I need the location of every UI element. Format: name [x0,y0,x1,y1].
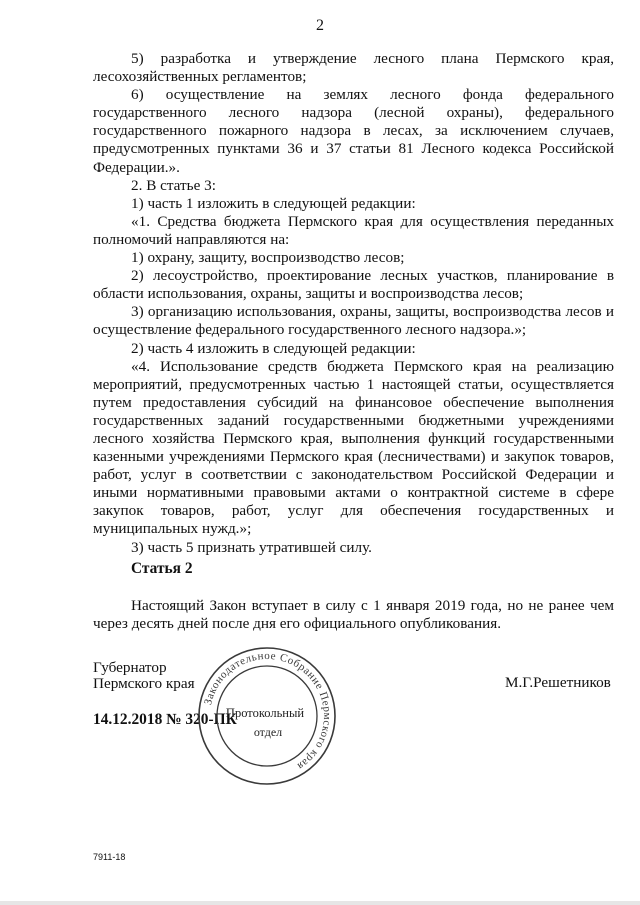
governor-title-line-1: Губернатор [93,659,167,676]
paragraph-item-5: 5) разработка и утверждение лесного плана Пермского края, лесохозяйственных регламентов; [93,50,614,86]
page-bottom-edge [0,901,640,905]
paragraph-part-1-text: «1. Средства бюджета Пермского края для осуществления переданных полномочий направляются на: [93,212,614,248]
paragraph-part-4-edit: 2) часть 4 изложить в следующей редакции: [131,339,416,357]
final-text [93,597,614,633]
stamp-ring-text: Законодательное Собрание Пермского края [202,649,334,773]
paragraph-sub-2: 2) лесоустройство, проектирование лесных участков, планирование в области использования, охраны, защиты и воспроизводства лесов; [93,267,614,303]
paragraph-sub-3: 3) организацию использования, охраны, защиты, воспроизводства лесов и осуществление федерального государственного лесного надзора.»; [93,303,614,339]
paragraph-article-3-intro: 2. В статье 3: [131,176,216,194]
body-text [93,50,614,557]
page-number: 2 [316,17,324,34]
law-date-number: 14.12.2018 № 320-ПК [93,711,237,728]
signatory-name: М.Г.Решетников [505,674,611,691]
seal-stamp [196,645,338,787]
governor-title-line-2: Пермского края [93,675,195,692]
stamp-center-line-1: Протокольный [225,706,305,720]
document-code: 7911-18 [93,852,126,862]
governor-title [93,660,195,692]
paragraph-sub-1: 1) охрану, защиту, воспроизводство лесов; [131,249,405,267]
paragraph-part-4-text: «4. Использование средств бюджета Пермского края на реализацию мероприятий, предусмотренных частью 1 настоящей статьи, осуществляется путем предоставления субсидий на финансовое обеспечение выполнения государственных заданий государственными бюджетными учреждениями лесного хозяйства Пермского края, выполнения функций государственными казенными учреждениями Пермского края (лесничествами) и закупок товаров, работ, услуг в соответствии с законодательством Российской Федерации и иными нормативными правовыми актами о контрактной системе в сфере закупок товаров, работ, услуг для обеспечения государственных и муниципальных нужд.»; [93,357,614,538]
paragraph-effective-date: Настоящий Закон вступает в силу с 1 января 2019 года, но не ранее чем через десять дней после дня его официального опубликования. [93,597,614,633]
paragraph-item-6: 6) осуществление на землях лесного фонда федерального государственного лесного надзора (лесной охраны), федерального государственного пожарного надзора в лесах, за исключением случаев, предусмотренных пунктами 36 и 37 статьи 81 Лесного кодекса Российской Федерации.». [93,86,614,176]
article-heading: Статья 2 [131,560,193,577]
stamp-center-line-2: отдел [253,725,283,739]
paragraph-part-1-edit: 1) часть 1 изложить в следующей редакции: [131,194,416,212]
paragraph-part-5: 3) часть 5 признать утратившей силу. [131,538,372,556]
